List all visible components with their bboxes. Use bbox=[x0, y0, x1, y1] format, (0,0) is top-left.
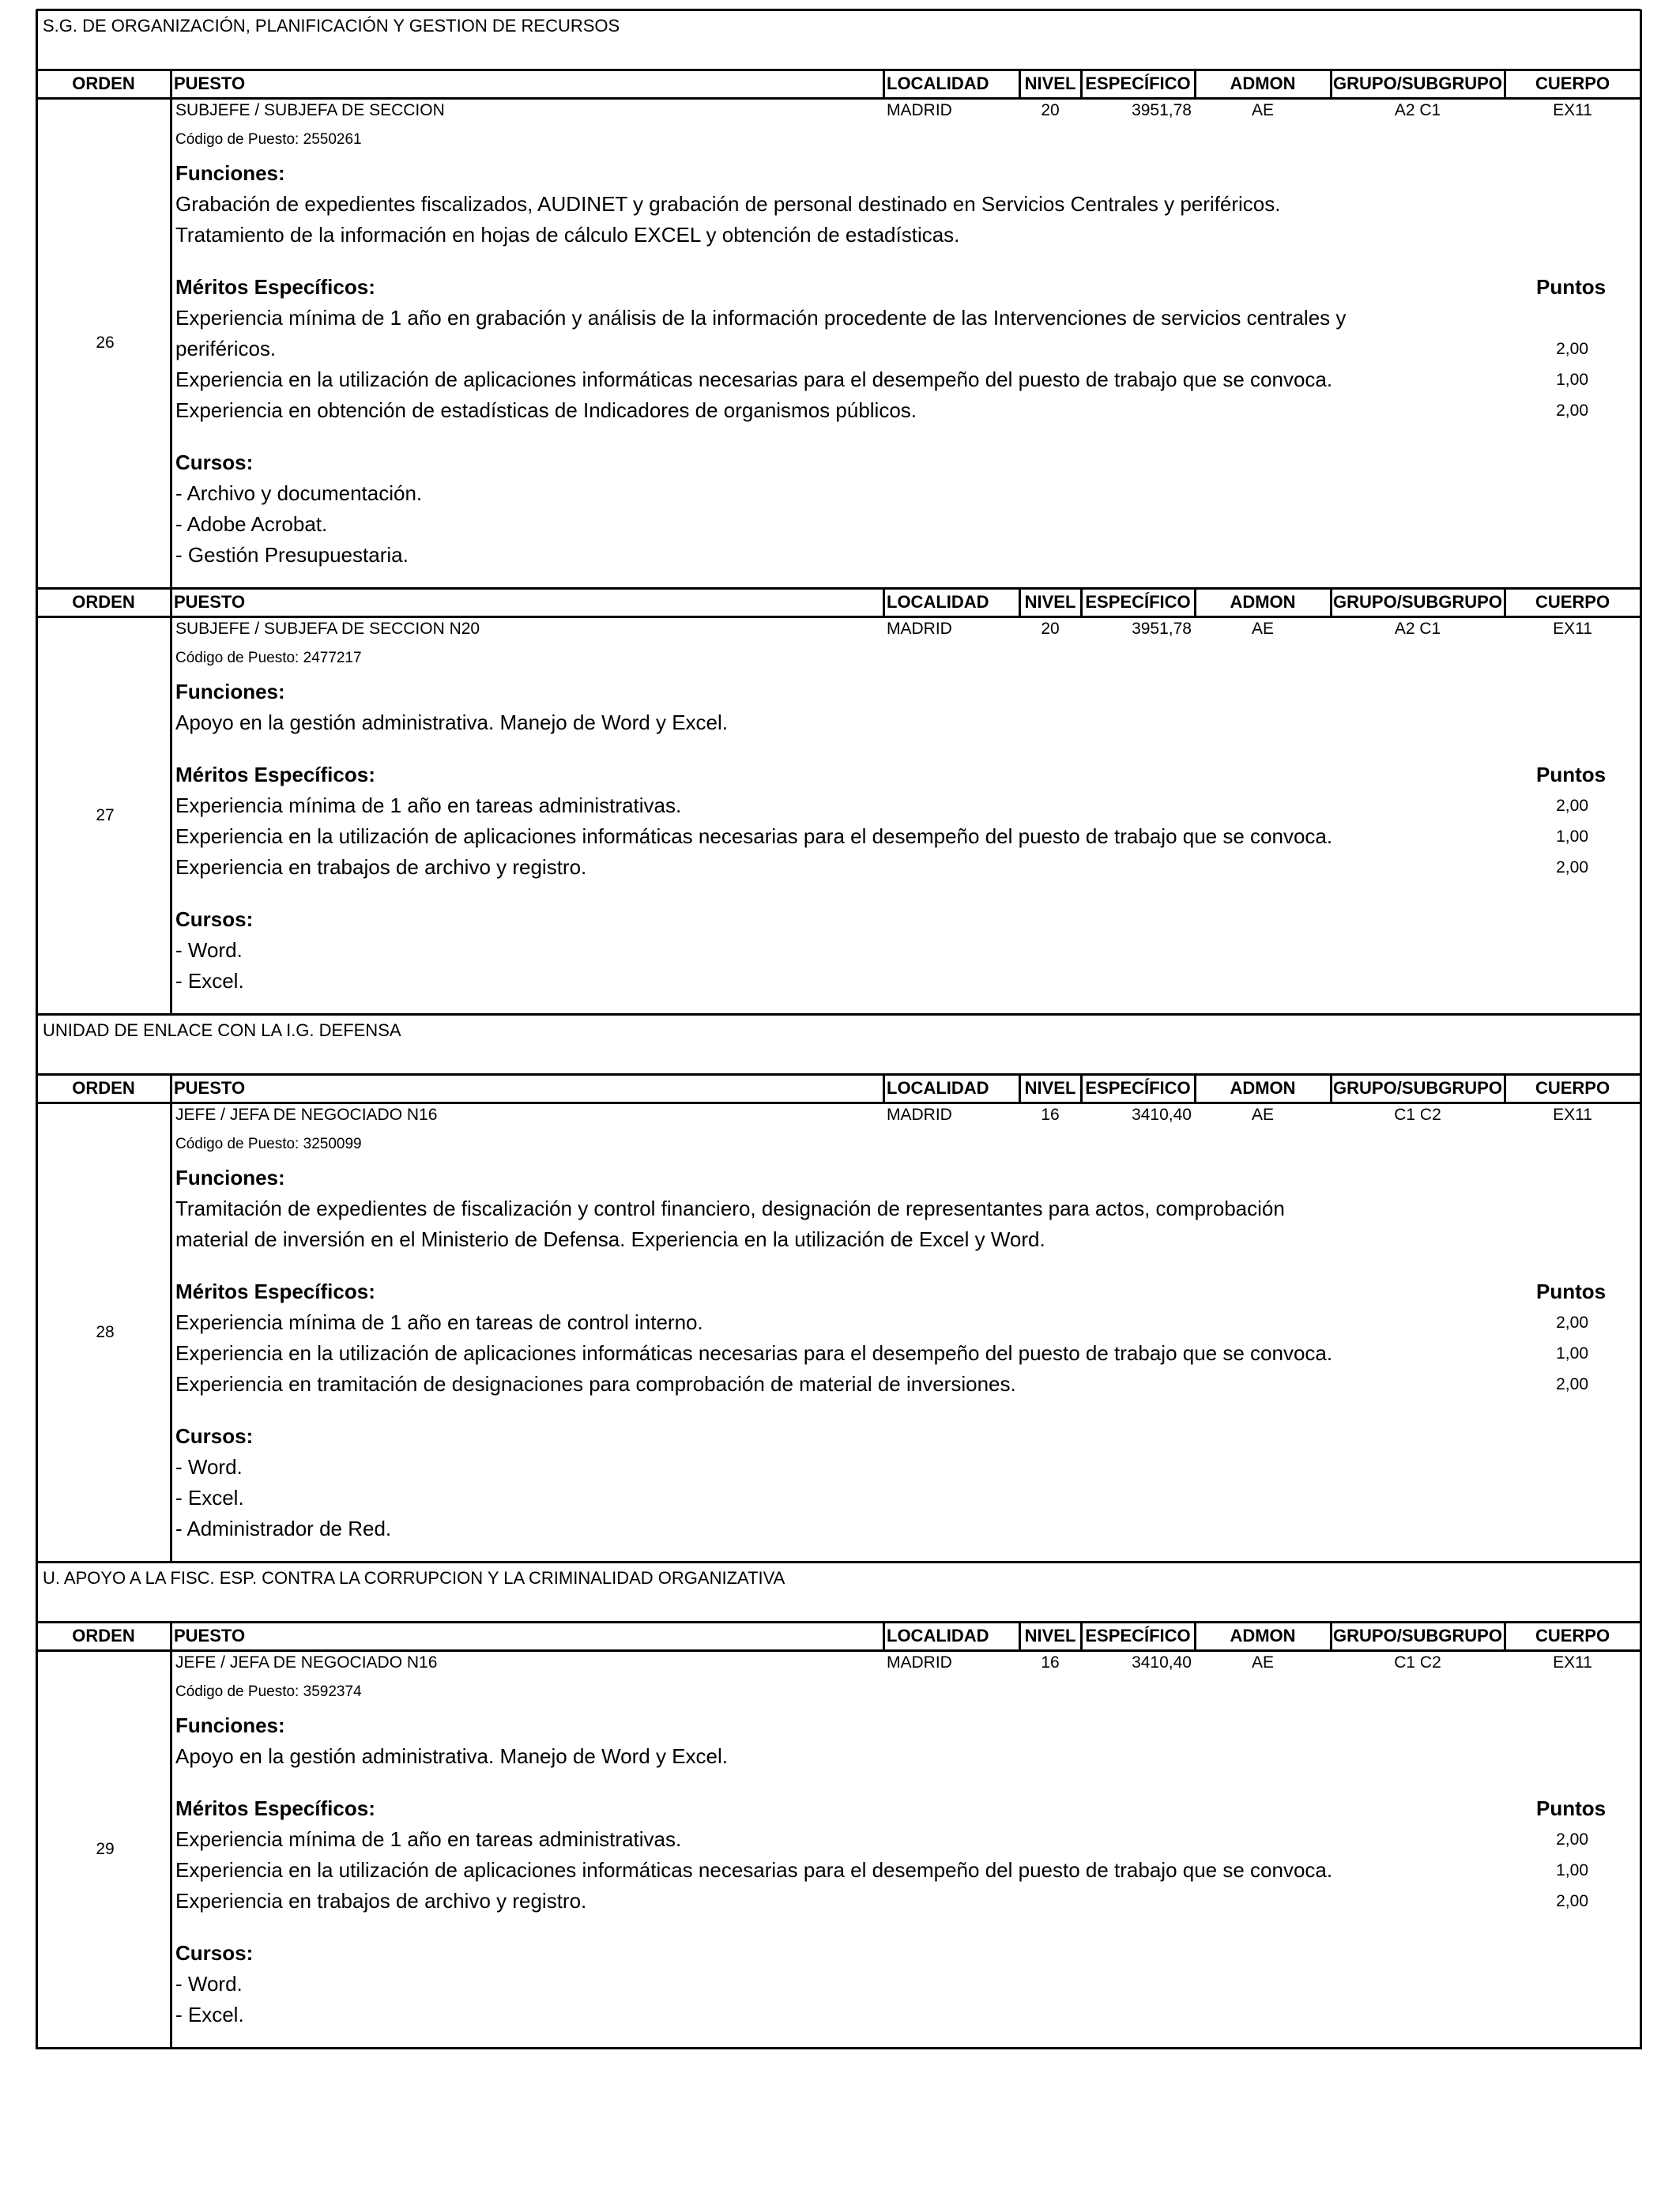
curso-item: - Adobe Acrobat. bbox=[175, 512, 328, 536]
funciones-label: Funciones: bbox=[175, 680, 285, 703]
admon-value: AE bbox=[1251, 1653, 1274, 1672]
codigo-value: 3592374 bbox=[303, 1683, 362, 1700]
nivel-value: 16 bbox=[1041, 1106, 1060, 1124]
cuerpo-value: EX11 bbox=[1553, 1653, 1592, 1672]
column-header-localidad: LOCALIDAD bbox=[887, 592, 989, 612]
column-header-localidad: LOCALIDAD bbox=[887, 1626, 989, 1646]
column-header-localidad: LOCALIDAD bbox=[887, 1078, 989, 1098]
especifico-value: 3410,40 bbox=[1132, 1106, 1192, 1124]
column-header-especfico: ESPECÍFICO bbox=[1085, 74, 1191, 93]
merito-text: Experiencia mínima de 1 año en tareas administrativas. bbox=[175, 1827, 682, 1851]
column-header-nivel: NIVEL bbox=[1024, 592, 1076, 612]
column-header-orden: ORDEN bbox=[72, 592, 135, 612]
section-title: S.G. DE ORGANIZACIÓN, PLANIFICACIÓN Y GESTION DE RECURSOS bbox=[43, 16, 620, 36]
rule bbox=[36, 1649, 1640, 1652]
admon-value: AE bbox=[1251, 1106, 1274, 1124]
rule bbox=[36, 587, 1640, 590]
column-header-orden: ORDEN bbox=[72, 1626, 135, 1646]
puntos-label: Puntos bbox=[1536, 275, 1607, 299]
merito-text: Experiencia en trabajos de archivo y registro. bbox=[175, 1889, 587, 1913]
merito-text: Experiencia mínima de 1 año en tareas administrativas. bbox=[175, 794, 682, 817]
cuerpo-value: EX11 bbox=[1553, 101, 1592, 119]
cursos-label: Cursos: bbox=[175, 1424, 254, 1448]
merito-text: Experiencia en trabajos de archivo y registro. bbox=[175, 855, 587, 879]
column-header-gruposubgrupo: GRUPO/SUBGRUPO bbox=[1333, 1626, 1502, 1646]
curso-item: - Word. bbox=[175, 1455, 243, 1479]
curso-item: - Word. bbox=[175, 1972, 243, 1996]
column-header-puesto: PUESTO bbox=[174, 74, 246, 93]
merito-text: periféricos. bbox=[175, 337, 277, 360]
rule bbox=[36, 9, 1640, 11]
column-header-cuerpo: CUERPO bbox=[1535, 1078, 1610, 1098]
nivel-value: 16 bbox=[1041, 1653, 1060, 1672]
merito-puntos: 2,00 bbox=[1556, 858, 1588, 876]
cursos-label: Cursos: bbox=[175, 907, 254, 931]
localidad-value: MADRID bbox=[887, 101, 952, 119]
column-header-admon: ADMON bbox=[1230, 592, 1296, 612]
puntos-label: Puntos bbox=[1536, 763, 1607, 786]
merito-puntos: 1,00 bbox=[1556, 371, 1588, 389]
especifico-value: 3410,40 bbox=[1132, 1653, 1192, 1672]
column-header-localidad: LOCALIDAD bbox=[887, 74, 989, 93]
merito-text: Experiencia en la utilización de aplicaciones informáticas necesarias para el desempeño del puesto de trabajo que se convoca. bbox=[175, 1341, 1333, 1365]
funciones-text: Tratamiento de la información en hojas de cálculo EXCEL y obtención de estadísticas. bbox=[175, 223, 960, 247]
orden-number: 27 bbox=[96, 805, 115, 824]
curso-item: - Excel. bbox=[175, 969, 244, 993]
merito-text: Experiencia en tramitación de designaciones para comprobación de material de inversiones. bbox=[175, 1372, 1016, 1396]
column-header-admon: ADMON bbox=[1230, 1078, 1296, 1098]
puesto-name: JEFE / JEFA DE NEGOCIADO N16 bbox=[175, 1653, 438, 1672]
orden-number: 29 bbox=[96, 1839, 115, 1858]
rule bbox=[36, 1013, 1640, 1016]
meritos-label: Méritos Específicos: bbox=[175, 1280, 375, 1303]
codigo-label: Código de Puesto: bbox=[175, 131, 303, 148]
column-header-puesto: PUESTO bbox=[174, 1078, 246, 1098]
rule bbox=[36, 616, 1640, 618]
orden-number: 26 bbox=[96, 334, 115, 352]
codigo-de-puesto bbox=[175, 650, 362, 667]
funciones-text: Tramitación de expedientes de fiscalización y control financiero, designación de representantes para actos, comprobación bbox=[175, 1197, 1285, 1220]
puntos-label: Puntos bbox=[1536, 1796, 1607, 1820]
curso-item: - Excel. bbox=[175, 2003, 244, 2026]
localidad-value: MADRID bbox=[887, 620, 952, 638]
cursos-label: Cursos: bbox=[175, 450, 254, 474]
section-title: U. APOYO A LA FISC. ESP. CONTRA LA CORRUPCION Y LA CRIMINALIDAD ORGANIZATIVA bbox=[43, 1568, 785, 1588]
codigo-value: 3250099 bbox=[303, 1136, 362, 1152]
rule bbox=[170, 616, 172, 1014]
section-title: UNIDAD DE ENLACE CON LA I.G. DEFENSA bbox=[43, 1020, 401, 1040]
meritos-label: Méritos Específicos: bbox=[175, 763, 375, 786]
orden-number: 28 bbox=[96, 1322, 115, 1341]
merito-text: Experiencia en la utilización de aplicaciones informáticas necesarias para el desempeño del puesto de trabajo que se convoca. bbox=[175, 824, 1333, 848]
merito-puntos: 1,00 bbox=[1556, 1344, 1588, 1363]
column-header-puesto: PUESTO bbox=[174, 592, 246, 612]
codigo-label: Código de Puesto: bbox=[175, 650, 303, 666]
codigo-de-puesto bbox=[175, 131, 362, 149]
funciones-label: Funciones: bbox=[175, 1713, 285, 1737]
cursos-label: Cursos: bbox=[175, 1941, 254, 1965]
column-header-gruposubgrupo: GRUPO/SUBGRUPO bbox=[1333, 1078, 1502, 1098]
funciones-label: Funciones: bbox=[175, 161, 285, 185]
meritos-label: Méritos Específicos: bbox=[175, 275, 375, 299]
column-header-gruposubgrupo: GRUPO/SUBGRUPO bbox=[1333, 592, 1502, 612]
curso-item: - Excel. bbox=[175, 1486, 244, 1510]
rule bbox=[36, 69, 1640, 71]
column-header-nivel: NIVEL bbox=[1024, 1626, 1076, 1646]
rule bbox=[170, 98, 172, 588]
curso-item: - Archivo y documentación. bbox=[175, 481, 423, 505]
localidad-value: MADRID bbox=[887, 1653, 952, 1672]
codigo-label: Código de Puesto: bbox=[175, 1683, 303, 1700]
merito-puntos: 2,00 bbox=[1556, 1314, 1588, 1332]
curso-item: - Gestión Presupuestaria. bbox=[175, 543, 409, 567]
cuerpo-value: EX11 bbox=[1553, 1106, 1592, 1124]
grupo-value: A2 C1 bbox=[1394, 620, 1441, 638]
codigo-de-puesto bbox=[175, 1136, 362, 1153]
column-header-admon: ADMON bbox=[1230, 74, 1296, 93]
column-header-orden: ORDEN bbox=[72, 1078, 135, 1098]
column-header-especfico: ESPECÍFICO bbox=[1085, 1078, 1191, 1098]
merito-puntos: 2,00 bbox=[1556, 1375, 1588, 1393]
puesto-name: SUBJEFE / SUBJEFA DE SECCION bbox=[175, 101, 445, 119]
especifico-value: 3951,78 bbox=[1132, 101, 1192, 119]
merito-puntos: 2,00 bbox=[1556, 340, 1588, 358]
admon-value: AE bbox=[1251, 101, 1274, 119]
grupo-value: A2 C1 bbox=[1394, 101, 1441, 119]
merito-puntos: 2,00 bbox=[1556, 401, 1588, 420]
rule bbox=[36, 1621, 1640, 1623]
meritos-label: Méritos Específicos: bbox=[175, 1796, 375, 1820]
curso-item: - Administrador de Red. bbox=[175, 1517, 392, 1540]
merito-text: Experiencia en obtención de estadísticas de Indicadores de organismos públicos. bbox=[175, 398, 917, 422]
puesto-name: JEFE / JEFA DE NEGOCIADO N16 bbox=[175, 1106, 438, 1124]
column-header-cuerpo: CUERPO bbox=[1535, 74, 1610, 93]
curso-item: - Word. bbox=[175, 938, 243, 962]
column-header-cuerpo: CUERPO bbox=[1535, 1626, 1610, 1646]
column-header-orden: ORDEN bbox=[72, 74, 135, 93]
cuerpo-value: EX11 bbox=[1553, 620, 1592, 638]
funciones-label: Funciones: bbox=[175, 1166, 285, 1189]
merito-text: Experiencia mínima de 1 año en grabación y análisis de la información procedente de las Intervenciones de servicios centrales y bbox=[175, 306, 1347, 330]
rule bbox=[170, 1650, 172, 2048]
codigo-value: 2550261 bbox=[303, 131, 362, 148]
funciones-text: Apoyo en la gestión administrativa. Manejo de Word y Excel. bbox=[175, 711, 728, 734]
merito-text: Experiencia mínima de 1 año en tareas de control interno. bbox=[175, 1310, 703, 1334]
especifico-value: 3951,78 bbox=[1132, 620, 1192, 638]
admon-value: AE bbox=[1251, 620, 1274, 638]
merito-puntos: 1,00 bbox=[1556, 1861, 1588, 1879]
column-header-cuerpo: CUERPO bbox=[1535, 592, 1610, 612]
rule bbox=[36, 2047, 1640, 2049]
rule bbox=[36, 1073, 1640, 1076]
merito-puntos: 1,00 bbox=[1556, 827, 1588, 846]
column-header-nivel: NIVEL bbox=[1024, 74, 1076, 93]
grupo-value: C1 C2 bbox=[1394, 1106, 1441, 1124]
merito-puntos: 2,00 bbox=[1556, 1830, 1588, 1849]
merito-text: Experiencia en la utilización de aplicaciones informáticas necesarias para el desempeño del puesto de trabajo que se convoca. bbox=[175, 368, 1333, 391]
column-header-especfico: ESPECÍFICO bbox=[1085, 1626, 1191, 1646]
codigo-label: Código de Puesto: bbox=[175, 1136, 303, 1152]
nivel-value: 20 bbox=[1041, 620, 1060, 638]
column-header-nivel: NIVEL bbox=[1024, 1078, 1076, 1098]
grupo-value: C1 C2 bbox=[1394, 1653, 1441, 1672]
column-header-admon: ADMON bbox=[1230, 1626, 1296, 1646]
funciones-text: Grabación de expedientes fiscalizados, AUDINET y grabación de personal destinado en Servicios Centrales y periféricos. bbox=[175, 192, 1281, 216]
funciones-text: material de inversión en el Ministerio de Defensa. Experiencia en la utilización de Excel y Word. bbox=[175, 1227, 1045, 1251]
merito-text: Experiencia en la utilización de aplicaciones informáticas necesarias para el desempeño del puesto de trabajo que se convoca. bbox=[175, 1858, 1333, 1882]
merito-puntos: 2,00 bbox=[1556, 797, 1588, 815]
codigo-value: 2477217 bbox=[303, 650, 362, 666]
rule bbox=[1640, 9, 1642, 2049]
funciones-text: Apoyo en la gestión administrativa. Manejo de Word y Excel. bbox=[175, 1744, 728, 1768]
puntos-label: Puntos bbox=[1536, 1280, 1607, 1303]
rule bbox=[36, 97, 1640, 100]
column-header-gruposubgrupo: GRUPO/SUBGRUPO bbox=[1333, 74, 1502, 93]
rule bbox=[170, 1103, 172, 1562]
localidad-value: MADRID bbox=[887, 1106, 952, 1124]
puesto-name: SUBJEFE / SUBJEFA DE SECCION N20 bbox=[175, 620, 480, 638]
codigo-de-puesto bbox=[175, 1683, 362, 1701]
nivel-value: 20 bbox=[1041, 101, 1060, 119]
column-header-puesto: PUESTO bbox=[174, 1626, 246, 1646]
rule bbox=[36, 9, 38, 2049]
merito-puntos: 2,00 bbox=[1556, 1892, 1588, 1910]
rule bbox=[36, 1561, 1640, 1563]
rule bbox=[36, 1102, 1640, 1104]
column-header-especfico: ESPECÍFICO bbox=[1085, 592, 1191, 612]
